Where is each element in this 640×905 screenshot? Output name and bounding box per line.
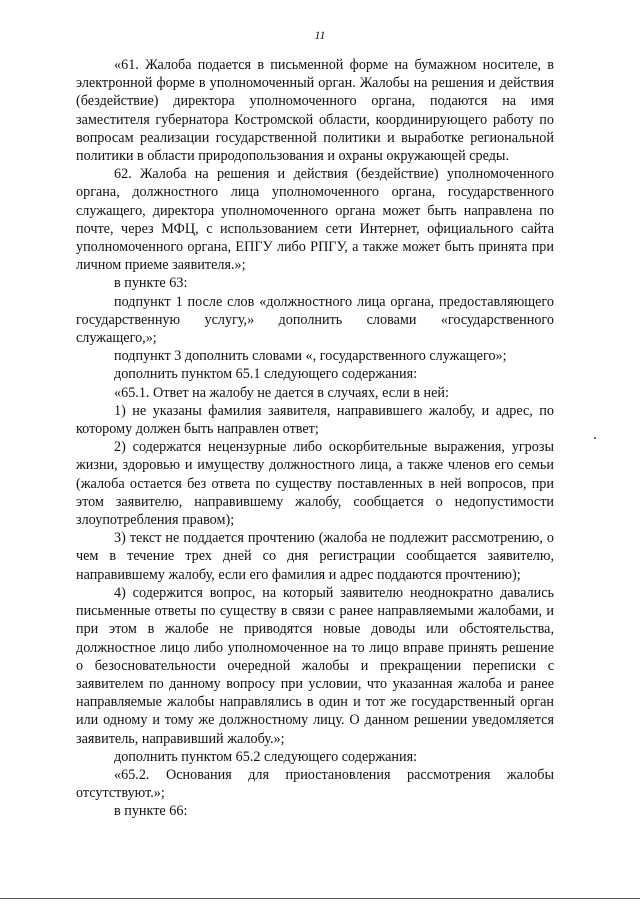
paragraph-62: 62. Жалоба на решения и действия (бездействие) уполномоченного органа, должностного лица уполномоченного органа, государственного служащего, директора уполномоченного органа может быть направлена по почте, через МФЦ, с использованием сети Интернет, официального сайта уполномоченного органа, ЕПГУ либо РПГУ, а также может быть принята при личном приеме заявителя.»; bbox=[76, 166, 554, 274]
paragraph-subpoint-3: подпункт 3 дополнить словами «, государственного служащего»; bbox=[114, 348, 507, 365]
list-item-4: 4) содержится вопрос, на который заявителю неоднократно давались письменные ответы по существу в связи с ранее направляемыми жалобами, и при этом в жалобе не приводятся новые доводы или обстоятельства, должностное лицо либо уполномоченное на то лицо вправе принять решение о безосновательности очередной жалобы и прекращении переписки с заявителем по данному вопросу при условии, что указанная жалоба и ранее направляемые жалобы направлялись в один и тот же государственный орган или одному и тому же должностному лицу. О данном решении уведомляется заявитель, направивший жалобу.»; bbox=[76, 584, 554, 747]
list-item-1: 1) не указаны фамилия заявителя, направившего жалобу, и адрес, по которому должен быть направлен ответ; bbox=[76, 402, 554, 438]
page-edge-line bbox=[0, 898, 640, 899]
paragraph-65-1: «65.1. Ответ на жалобу не дается в случаях, если в ней: bbox=[114, 384, 449, 401]
scan-speck bbox=[594, 437, 596, 439]
paragraph-point-66: в пункте 66: bbox=[114, 803, 188, 820]
paragraph-add-65-1: дополнить пунктом 65.1 следующего содержания: bbox=[114, 366, 418, 383]
document-body bbox=[76, 56, 554, 821]
list-item-3: 3) текст не поддается прочтению (жалоба не подлежит рассмотрению, о чем в течение трех дней со дня регистрации сообщается заявителю, направившему жалобу, если его фамилия и адрес поддаются прочтению); bbox=[76, 530, 554, 583]
paragraph-subpoint-1: подпункт 1 после слов «должностного лица органа, предоставляющего государственную услугу,» дополнить словами «государственного служащего,»; bbox=[76, 293, 554, 347]
paragraph-add-65-2: дополнить пунктом 65.2 следующего содержания: bbox=[114, 748, 418, 765]
list-item-2: 2) содержатся нецензурные либо оскорбительные выражения, угрозы жизни, здоровью и имуществу должностного лица, а также членов его семьи (жалоба остается без ответа по существу поставленных в ней вопросов, при этом заявителю, направившему жалобу, сообщается о недопустимости злоупотребления правом); bbox=[76, 439, 554, 529]
paragraph-65-2: «65.2. Основания для приостановления рассмотрения жалобы отсутствуют.»; bbox=[76, 766, 554, 802]
page-number: 11 bbox=[314, 28, 326, 42]
paragraph-61: «61. Жалоба подается в письменной форме на бумажном носителе, в электронной форме в уполномоченный орган. Жалобы на решения и действия (бездействие) директора уполномоченного органа, подаются на имя заместителя губернатора Костромской области, координирующего работу по вопросам реализации государственной политики и выработке региональной политики в области природопользования и охраны окружающей среды. bbox=[76, 57, 554, 165]
paragraph-point-63: в пункте 63: bbox=[114, 275, 188, 292]
